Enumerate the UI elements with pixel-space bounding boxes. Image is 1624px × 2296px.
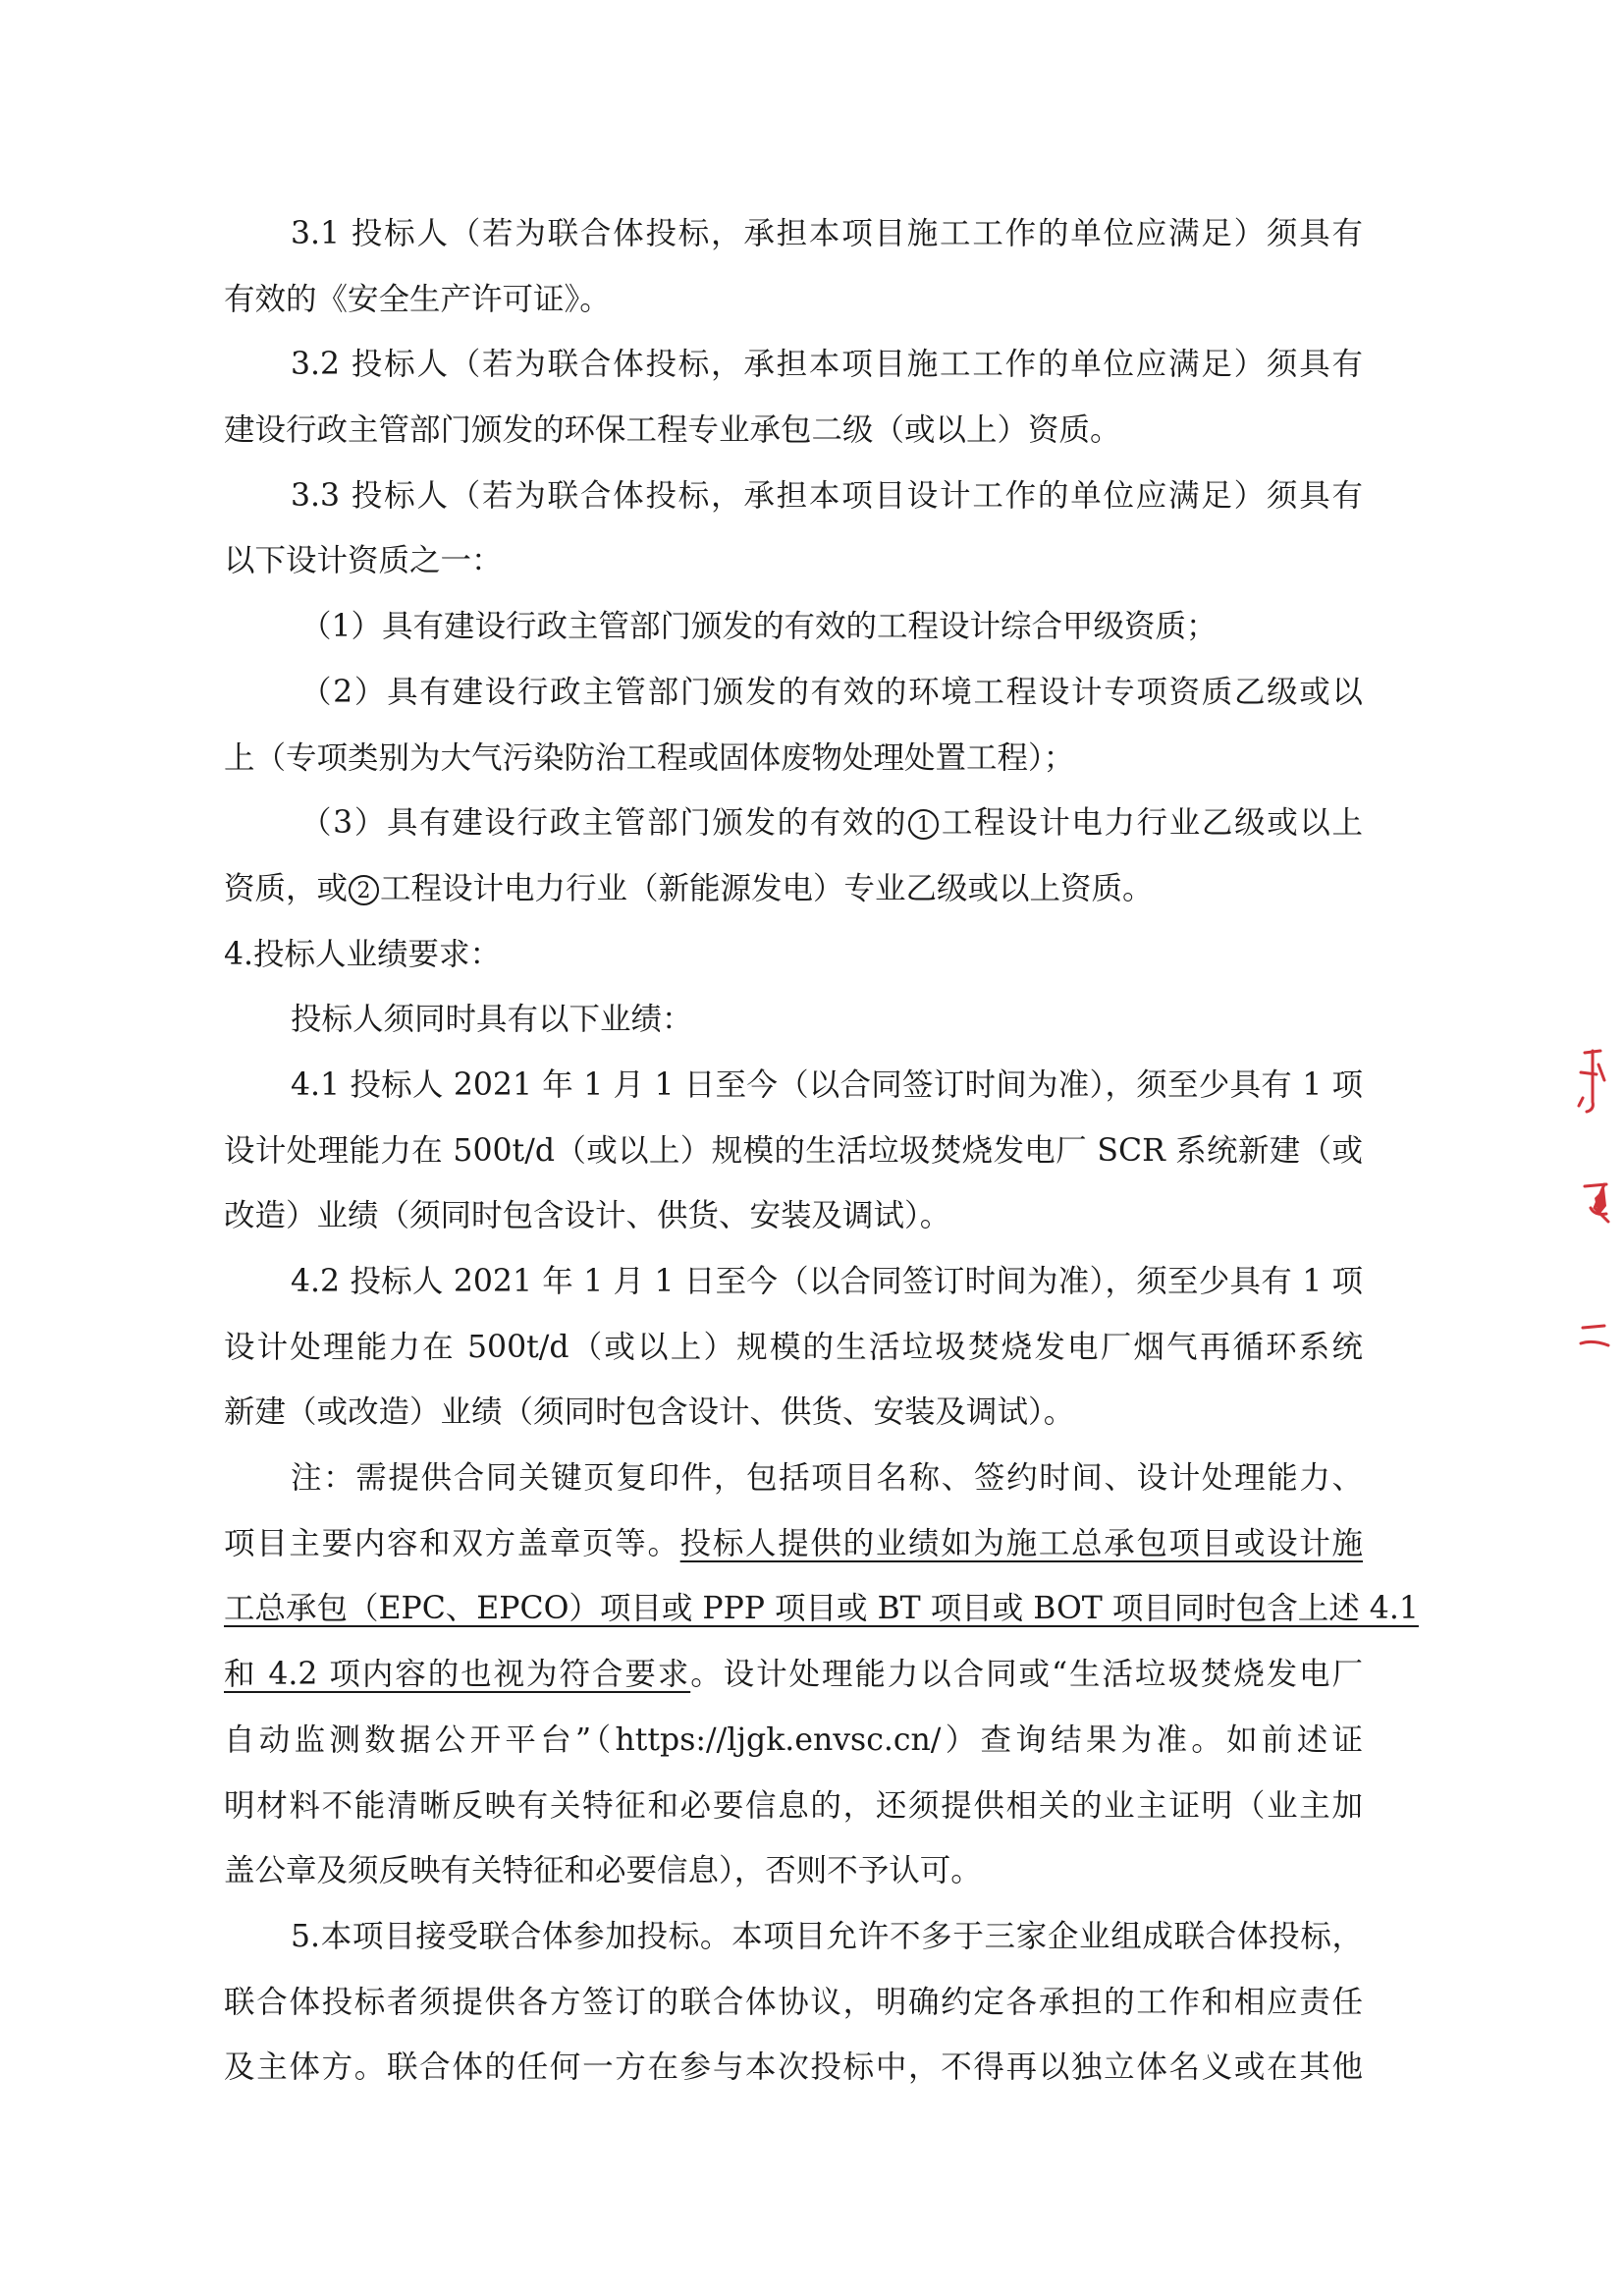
section-heading: 4.投标人业绩要求： [224, 936, 502, 972]
text-line: 4.1 投标人 2021 年 1 月 1 日至今（以合同签订时间为准），须至少具有 1 项 [291, 1066, 1363, 1103]
underlined-text: 和 4.2 项内容的也视为符合要求 [224, 1657, 691, 1693]
document-body [224, 201, 1419, 2101]
text-line: 联合体投标者须提供各方签订的联合体协议，明确约定各承担的工作和相应责任 [224, 1984, 1363, 2020]
text-line: 投标人须同时具有以下业绩： [291, 1002, 693, 1038]
text-line: 3.2 投标人（若为联合体投标，承担本项目施工工作的单位应满足）须具有 [291, 347, 1363, 383]
text-segment: 工程设计电力行业（新能源发电）专业乙级或以上资质。 [380, 870, 1154, 906]
underlined-text: 工总承包（EPC、EPCO）项目或 PPP 项目或 BT 项目或 BOT 项目同时包含上述 4.1 [224, 1591, 1419, 1627]
text-line: 及主体方。联合体的任何一方在参与本次投标中，不得再以独立体名义或在其他 [224, 2050, 1363, 2086]
text-line: 5.本项目接受联合体参加投标。本项目允许不多于三家企业组成联合体投标， [291, 1918, 1363, 1954]
text-line: 以下设计资质之一： [224, 543, 503, 579]
circled-number: 1 [908, 809, 939, 840]
circled-number: 2 [349, 875, 379, 905]
text-line [224, 1642, 1363, 1708]
underlined-text: 投标人提供的业绩如为施工总承包项目或设计施 [679, 1525, 1363, 1561]
text-line [224, 856, 1363, 922]
text-segment: 资质，或 [224, 870, 349, 906]
text-line: 有效的《安全生产许可证》。 [224, 281, 611, 317]
text-line: 改造）业绩（须同时包含设计、供货、安装及调试）。 [224, 1198, 951, 1234]
text-line: 注：需提供合同关键页复印件，包括项目名称、签约时间、设计处理能力、 [291, 1460, 1363, 1497]
text-line: 盖公章及须反映有关特征和必要信息），否则不予认可。 [224, 1853, 982, 1889]
text-line: 新建（或改造）业绩（须同时包含设计、供货、安装及调试）。 [224, 1394, 1075, 1431]
text-line [224, 1576, 1419, 1642]
text-line: 建设行政主管部门颁发的环保工程专业承包二级（或以上）资质。 [224, 412, 1121, 449]
text-line: 4.2 投标人 2021 年 1 月 1 日至今（以合同签订时间为准），须至少具有 1 项 [291, 1264, 1363, 1299]
text-line: （1）具有建设行政主管部门颁发的有效的工程设计综合甲级资质； [300, 609, 1218, 645]
text-line: 3.1 投标人（若为联合体投标，承担本项目施工工作的单位应满足）须具有 [291, 216, 1363, 251]
text-line [224, 1511, 1363, 1577]
text-line: 自动监测数据公开平台”（https://ljgk.envsc.cn/）查询结果为准。如前述证 [224, 1722, 1363, 1758]
text-line: （2）具有建设行政主管部门颁发的有效的环境工程设计专项资质乙级或以 [300, 674, 1363, 710]
text-line: 3.3 投标人（若为联合体投标，承担本项目设计工作的单位应满足）须具有 [291, 477, 1363, 514]
text-line [224, 791, 1363, 856]
text-line: 设计处理能力在 500t/d（或以上）规模的生活垃圾焚烧发电厂 SCR 系统新建（或 [224, 1132, 1363, 1169]
text-segment: 。设计处理能力以合同或“生活垃圾焚烧发电厂 [690, 1657, 1363, 1693]
text-segment: 工程设计电力行业乙级或以上 [940, 805, 1363, 842]
text-segment: （3）具有建设行政主管部门颁发的有效的 [300, 805, 908, 842]
text-line: 设计处理能力在 500t/d（或以上）规模的生活垃圾焚烧发电厂烟气再循环系统 [224, 1329, 1363, 1365]
text-line: 明材料不能清晰反映有关特征和必要信息的，还须提供相关的业主证明（业主加 [224, 1787, 1363, 1824]
text-line: 上（专项类别为大气污染防治工程或固体废物处理处置工程）； [224, 739, 1075, 776]
text-segment: 项目主要内容和双方盖章页等。 [224, 1525, 680, 1561]
seal-mark [1571, 1041, 1610, 1365]
